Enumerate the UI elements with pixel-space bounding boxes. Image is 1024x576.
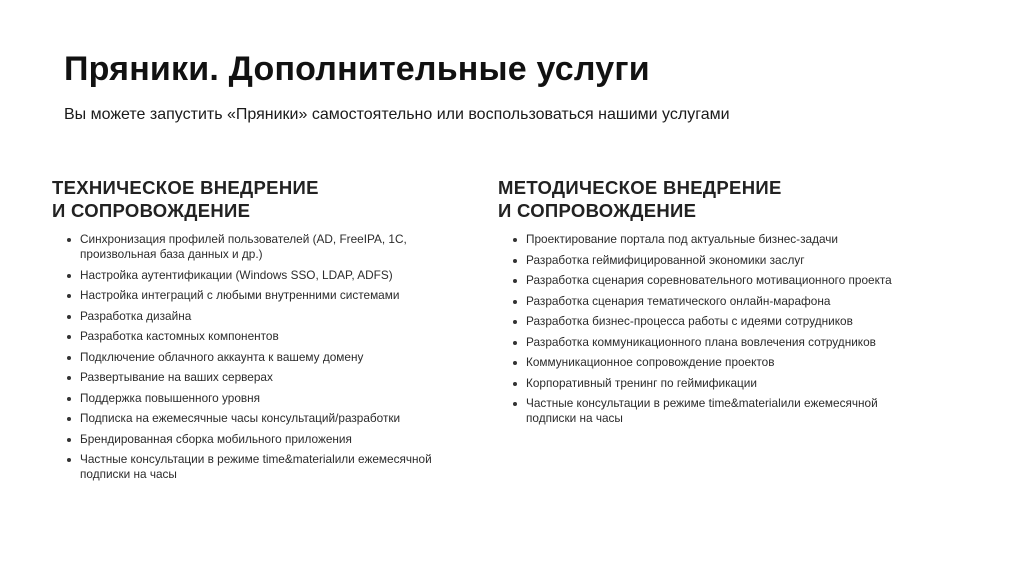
technical-list <box>52 232 452 482</box>
methodical-heading <box>498 176 918 222</box>
methodical-heading-line2: И СОПРОВОЖДЕНИЕ <box>498 200 697 221</box>
list-item: Разработка геймифицированной экономики заслуг <box>498 253 918 268</box>
methodical-section <box>498 176 918 432</box>
technical-section <box>52 176 452 488</box>
methodical-list <box>498 232 918 426</box>
list-item: Синхронизация профилей пользователей (AD, FreeIPA, 1С, произвольная база данных и др.) <box>52 232 452 262</box>
technical-heading-line2: И СОПРОВОЖДЕНИЕ <box>52 200 251 221</box>
list-item: Брендированная сборка мобильного приложения <box>52 432 452 447</box>
technical-heading-line1: ТЕХНИЧЕСКОЕ ВНЕДРЕНИЕ <box>52 177 319 198</box>
list-item: Разработка сценария тематического онлайн-марафона <box>498 294 918 309</box>
list-item: Частные консультации в режиме time&materialили ежемесячной подписки на часы <box>52 452 452 482</box>
list-item: Частные консультации в режиме time&materialили ежемесячной подписки на часы <box>498 396 918 426</box>
list-item: Разработка бизнес-процесса работы с идеями сотрудников <box>498 314 918 329</box>
list-item: Поддержка повышенного уровня <box>52 391 452 406</box>
list-item: Разработка коммуникационного плана вовлечения сотрудников <box>498 335 918 350</box>
page-title: Пряники. Дополнительные услуги <box>64 50 650 88</box>
technical-heading <box>52 176 452 222</box>
list-item: Разработка сценария соревновательного мотивационного проекта <box>498 273 918 288</box>
list-item: Коммуникационное сопровождение проектов <box>498 355 918 370</box>
list-item: Подключение облачного аккаунта к вашему домену <box>52 350 452 365</box>
page-subtitle: Вы можете запустить «Пряники» самостоятельно или воспользоваться нашими услугами <box>64 106 730 123</box>
list-item: Подписка на ежемесячные часы консультаций/разработки <box>52 411 452 426</box>
list-item: Настройка аутентификации (Windows SSO, LDAP, ADFS) <box>52 268 452 283</box>
list-item: Настройка интеграций с любыми внутренними системами <box>52 288 452 303</box>
list-item: Развертывание на ваших серверах <box>52 370 452 385</box>
list-item: Проектирование портала под актуальные бизнес-задачи <box>498 232 918 247</box>
list-item: Корпоративный тренинг по геймификации <box>498 376 918 391</box>
list-item: Разработка кастомных компонентов <box>52 329 452 344</box>
list-item: Разработка дизайна <box>52 309 452 324</box>
methodical-heading-line1: МЕТОДИЧЕСКОЕ ВНЕДРЕНИЕ <box>498 177 782 198</box>
